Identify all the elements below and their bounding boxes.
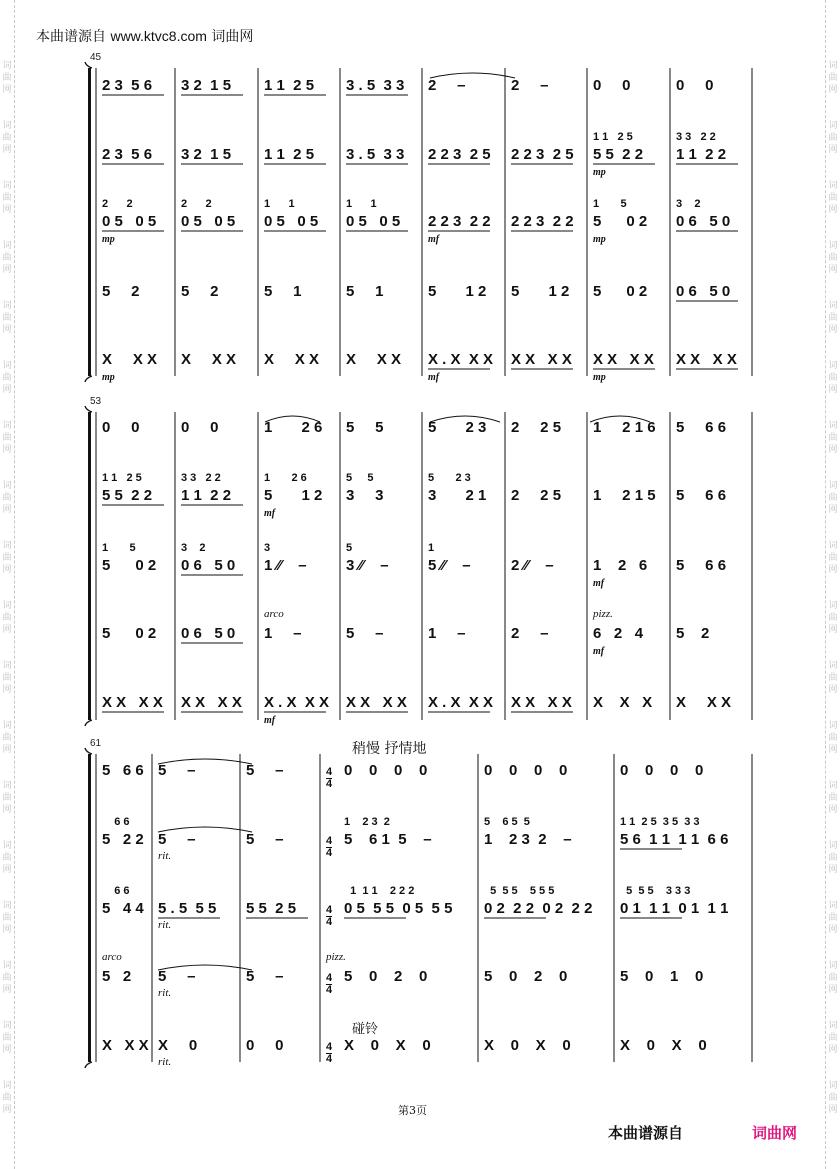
watermark-glyph: 曲 (2, 72, 12, 82)
performance-mark: mf (264, 508, 276, 519)
performance-mark: mp (593, 167, 606, 178)
watermark-glyph: 曲 (828, 192, 838, 202)
watermark-glyph: 网 (828, 564, 838, 574)
harmony-note-group: 1 2 3 2 (344, 816, 390, 828)
performance-mark: rit. (158, 850, 172, 862)
footer-source-label: 本曲谱源自 (608, 1124, 684, 1142)
note-group: 5 – (346, 625, 384, 642)
watermark-glyph: 词 (828, 720, 838, 730)
watermark-glyph: 曲 (2, 252, 12, 262)
note-group: 0 5 0 5 (181, 213, 236, 230)
note-group: 5 – (246, 831, 284, 848)
watermark-glyph: 词 (2, 120, 12, 130)
measure-number: 45 (90, 52, 102, 63)
note-group: 5 1 (346, 283, 384, 300)
watermark-glyph: 网 (2, 804, 12, 814)
system-bracket (88, 754, 91, 1062)
note-group: 0 0 (676, 77, 714, 94)
note-group: 5 6 1 5 – (344, 831, 432, 848)
time-signature-numerator: 4 (326, 1041, 333, 1053)
system-bracket-hooks (85, 406, 92, 726)
note-group: 5 0 2 (102, 557, 157, 574)
harmony-note-group: 3 (264, 542, 271, 554)
note-group: 0 0 (593, 77, 631, 94)
note-group: 3 2 1 5 (181, 146, 232, 163)
watermark-glyph: 曲 (2, 1092, 12, 1102)
time-signature-denominator: 4 (326, 778, 333, 790)
watermark-glyph: 网 (2, 924, 12, 934)
note-group: 0 5 0 5 (102, 213, 157, 230)
watermark-glyph: 曲 (2, 552, 12, 562)
note-group: X 0 X 0 (484, 1037, 571, 1054)
watermark-glyph: 网 (828, 324, 838, 334)
note-group: 2 – (428, 77, 466, 94)
watermark-glyph: 网 (828, 864, 838, 874)
watermark-glyph: 词 (2, 60, 12, 70)
watermark-glyph: 曲 (828, 672, 838, 682)
note-group: 5 6 6 (676, 419, 727, 436)
note-group: 5 5 2 2 (593, 146, 644, 163)
note-group: 5 6 1 1 1 1 6 6 (620, 831, 729, 848)
watermark-glyph: 曲 (2, 792, 12, 802)
harmony-note-group: 5 5 5 5 5 5 (484, 885, 555, 897)
note-group: 1 – (428, 625, 466, 642)
time-signature (326, 905, 332, 928)
time-signature-numerator: 4 (326, 972, 333, 984)
performance-mark: mf (428, 372, 440, 383)
note-group: 5 5 (346, 419, 384, 436)
note-group: 5 2 3 (428, 419, 487, 436)
watermark-glyph: 词 (828, 60, 838, 70)
watermark-glyph: 曲 (2, 972, 12, 982)
page-number: 第3页 (398, 1104, 427, 1117)
harmony-note-group: 1 2 6 (264, 472, 307, 484)
watermark-glyph: 曲 (2, 612, 12, 622)
right-watermark-strip (825, 0, 840, 1169)
note-group: 5 – (158, 968, 196, 985)
watermark-glyph: 网 (2, 624, 12, 634)
watermark-glyph: 网 (828, 144, 838, 154)
watermark-glyph: 网 (2, 84, 12, 94)
watermark-glyph: 曲 (2, 492, 12, 502)
note-group: 0 1 1 1 0 1 1 1 (620, 900, 729, 917)
watermark-glyph: 网 (828, 1104, 838, 1114)
note-group: X X X X (511, 694, 572, 711)
watermark-glyph: 词 (828, 420, 838, 430)
header-prefix: 本曲谱源自 (36, 29, 106, 45)
performance-mark: rit. (158, 987, 172, 999)
measure-number: 61 (90, 738, 102, 749)
note-group: 5 2 (102, 968, 132, 985)
note-group: 3 ⁄⁄ – (346, 557, 389, 574)
watermark-glyph: 词 (2, 600, 12, 610)
watermark-glyph: 曲 (2, 192, 12, 202)
watermark-glyph: 词 (828, 900, 838, 910)
time-signature-numerator: 4 (326, 766, 333, 778)
time-signature-denominator: 4 (326, 847, 333, 859)
watermark-glyph: 网 (2, 744, 12, 754)
harmony-note-group: 6 6 (102, 885, 130, 897)
watermark-glyph: 曲 (828, 252, 838, 262)
watermark-glyph: 词 (2, 180, 12, 190)
watermark-glyph: 网 (828, 204, 838, 214)
note-group: X X X X (346, 694, 407, 711)
performance-mark: mf (593, 578, 605, 589)
watermark-glyph: 网 (2, 984, 12, 994)
watermark-glyph: 曲 (2, 1032, 12, 1042)
note-group: 1 1 2 5 (264, 77, 315, 94)
note-group: 5 0 2 (102, 625, 157, 642)
watermark-glyph: 词 (2, 240, 12, 250)
tempo-marking: 稍慢 抒情地 (352, 741, 427, 757)
note-group: 2 2 5 (511, 487, 562, 504)
harmony-note-group: 1 5 (593, 198, 627, 210)
watermark-glyph: 曲 (2, 432, 12, 442)
note-group: 0 0 0 0 (344, 762, 428, 779)
watermark-glyph: 词 (2, 1020, 12, 1030)
watermark-glyph: 网 (2, 864, 12, 874)
watermark-glyph: 词 (828, 540, 838, 550)
note-group: 5 – (246, 762, 284, 779)
instrument-label: 碰铃 (352, 1022, 379, 1037)
watermark-glyph: 词 (828, 600, 838, 610)
watermark-glyph: 曲 (828, 72, 838, 82)
performance-mark: pizz. (326, 951, 346, 963)
note-group: 5 2 2 (102, 831, 144, 848)
time-signature (326, 767, 332, 790)
performance-mark: rit. (158, 919, 172, 931)
watermark-glyph: 网 (2, 684, 12, 694)
note-group: 5 0 2 0 (344, 968, 428, 985)
watermark-glyph: 网 (2, 564, 12, 574)
watermark-glyph: 词 (2, 480, 12, 490)
watermark-glyph: 网 (2, 204, 12, 214)
note-group: 3 . 5 3 3 (346, 146, 405, 163)
harmony-note-group: 6 6 (102, 816, 130, 828)
watermark-glyph: 网 (828, 84, 838, 94)
time-signature (326, 836, 332, 859)
note-group: 0 0 (181, 419, 219, 436)
note-group: 5 – (158, 762, 196, 779)
note-group: 0 2 2 2 0 2 2 2 (484, 900, 593, 917)
performance-mark: mf (428, 234, 440, 245)
harmony-note-group: 5 5 (346, 472, 374, 484)
footer-brand-link[interactable]: 词曲网 (752, 1124, 798, 1142)
note-group: 5 1 2 (511, 283, 570, 300)
watermark-glyph: 曲 (828, 312, 838, 322)
watermark-glyph: 网 (828, 744, 838, 754)
watermark-glyph: 词 (828, 360, 838, 370)
harmony-note-group: 2 2 (102, 198, 133, 210)
note-group: X 0 X 0 (620, 1037, 707, 1054)
watermark-glyph: 网 (828, 384, 838, 394)
watermark-glyph: 词 (828, 960, 838, 970)
performance-mark: pizz. (593, 608, 613, 620)
note-group: 5 1 2 (428, 283, 487, 300)
performance-mark: arco (102, 951, 122, 963)
watermark-glyph: 曲 (828, 612, 838, 622)
note-group: 0 5 5 5 0 5 5 5 (344, 900, 453, 917)
note-group: 2 2 3 2 5 (428, 146, 491, 163)
watermark-glyph: 曲 (2, 852, 12, 862)
watermark-glyph: 词 (2, 720, 12, 730)
harmony-note-group: 3 3 2 2 (181, 472, 221, 484)
performance-mark: mp (102, 372, 115, 383)
note-group: 2 ⁄⁄ – (511, 557, 554, 574)
harmony-note-group: 3 2 (676, 198, 701, 210)
watermark-glyph: 词 (828, 480, 838, 490)
note-group: 1 1 2 5 (264, 146, 315, 163)
watermark-glyph: 曲 (2, 132, 12, 142)
left-watermark-strip (0, 0, 15, 1169)
watermark-glyph: 曲 (2, 672, 12, 682)
note-group: 5 6 6 (676, 487, 727, 504)
note-group: 5 ⁄⁄ – (428, 557, 471, 574)
watermark-glyph: 曲 (828, 1032, 838, 1042)
note-group: 2 2 3 2 2 (511, 213, 574, 230)
watermark-glyph: 网 (2, 504, 12, 514)
harmony-note-group: 5 5 5 3 3 3 (620, 885, 691, 897)
harmony-note-group: 1 1 2 5 (593, 131, 633, 143)
note-group: 1 2 1 5 (593, 487, 656, 504)
note-group: 1 2 1 6 (593, 419, 656, 436)
note-group: 3 2 1 5 (181, 77, 232, 94)
note-group: X X X (676, 694, 732, 711)
note-group: 5 0 2 (593, 283, 648, 300)
watermark-glyph: 曲 (2, 312, 12, 322)
time-signature-denominator: 4 (326, 984, 333, 996)
harmony-note-group: 5 2 3 (428, 472, 471, 484)
note-group: 2 2 3 2 5 (511, 146, 574, 163)
harmony-note-group: 1 1 2 5 (102, 472, 142, 484)
note-group: X X X (264, 351, 320, 368)
harmony-note-group: 1 1 2 5 3 5 3 3 (620, 816, 700, 828)
time-signature-denominator: 4 (326, 916, 333, 928)
watermark-glyph: 词 (2, 900, 12, 910)
note-group: 0 5 0 5 (346, 213, 401, 230)
watermark-glyph: 词 (828, 840, 838, 850)
page-header (36, 26, 253, 46)
note-group: 5 2 (676, 625, 710, 642)
watermark-glyph: 网 (2, 444, 12, 454)
watermark-glyph: 曲 (828, 732, 838, 742)
note-group: X X X (181, 351, 237, 368)
watermark-glyph: 曲 (828, 492, 838, 502)
note-group: 5 0 2 0 (484, 968, 568, 985)
watermark-glyph: 词 (828, 1020, 838, 1030)
note-group: 0 0 0 0 (620, 762, 704, 779)
watermark-glyph: 词 (2, 360, 12, 370)
watermark-glyph: 曲 (828, 372, 838, 382)
note-group: X X X (102, 1037, 149, 1054)
harmony-note-group: 2 2 (181, 198, 212, 210)
performance-mark: mp (102, 234, 115, 245)
performance-mark: mf (264, 715, 276, 726)
note-group: 2 3 5 6 (102, 146, 153, 163)
performance-mark: mp (593, 372, 606, 383)
note-group: 0 6 5 0 (676, 213, 731, 230)
watermark-glyph: 词 (828, 240, 838, 250)
note-group: X X X (346, 351, 402, 368)
time-signature-numerator: 4 (326, 835, 333, 847)
watermark-glyph: 网 (828, 444, 838, 454)
watermark-glyph: 词 (2, 540, 12, 550)
watermark-glyph: 曲 (828, 972, 838, 982)
note-group: 0 6 5 0 (181, 625, 236, 642)
watermark-glyph: 词 (2, 780, 12, 790)
watermark-glyph: 曲 (2, 732, 12, 742)
system-bracket-hooks (85, 62, 92, 382)
time-signature-numerator: 4 (326, 904, 333, 916)
note-group: 3 2 1 (428, 487, 487, 504)
watermark-glyph: 词 (2, 660, 12, 670)
note-group: X X X X (181, 694, 242, 711)
watermark-glyph: 网 (2, 144, 12, 154)
watermark-glyph: 词 (828, 180, 838, 190)
header-site-link[interactable]: www.ktvc8.com (110, 28, 207, 44)
watermark-glyph: 词 (2, 840, 12, 850)
performance-mark: mf (593, 646, 605, 657)
watermark-glyph: 曲 (828, 912, 838, 922)
watermark-glyph: 词 (828, 120, 838, 130)
system-bracket (88, 412, 91, 720)
watermark-glyph: 网 (2, 384, 12, 394)
watermark-glyph: 曲 (828, 852, 838, 862)
note-group: 5 6 6 (102, 762, 144, 779)
note-group: X . X X X (264, 694, 330, 711)
note-group: 2 3 5 6 (102, 77, 153, 94)
watermark-glyph: 网 (2, 324, 12, 334)
watermark-glyph: 词 (2, 420, 12, 430)
note-group: 0 6 5 0 (181, 557, 236, 574)
note-group: 6 2 4 (593, 625, 644, 642)
watermark-glyph: 曲 (828, 1092, 838, 1102)
note-group: 5 6 6 (676, 557, 727, 574)
watermark-glyph: 词 (2, 960, 12, 970)
note-group: 0 0 0 0 (484, 762, 568, 779)
time-signature-denominator: 4 (326, 1053, 333, 1065)
note-group: X X X X (593, 351, 654, 368)
watermark-glyph: 曲 (828, 132, 838, 142)
note-group: X X X (593, 694, 653, 711)
note-group: 5 5 2 2 (102, 487, 153, 504)
note-group: 5 1 (264, 283, 302, 300)
watermark-glyph: 曲 (828, 552, 838, 562)
system-bracket-hooks (85, 748, 92, 1068)
harmony-note-group: 3 2 (181, 542, 206, 554)
harmony-note-group: 1 1 (346, 198, 377, 210)
note-group: 1 2 3 2 – (484, 831, 572, 848)
note-group: 0 0 (102, 419, 140, 436)
harmony-note-group: 1 (428, 542, 435, 554)
performance-mark: mp (593, 234, 606, 245)
watermark-glyph: 词 (2, 300, 12, 310)
performance-mark: arco (264, 608, 284, 620)
watermark-glyph: 词 (828, 1080, 838, 1090)
watermark-glyph: 曲 (2, 372, 12, 382)
note-group: 0 0 (246, 1037, 284, 1054)
watermark-glyph: 网 (2, 264, 12, 274)
watermark-glyph: 网 (828, 624, 838, 634)
measure-number: 53 (90, 396, 102, 407)
watermark-glyph: 网 (828, 984, 838, 994)
note-group: 5 1 2 (264, 487, 323, 504)
note-group: 2 2 3 2 2 (428, 213, 491, 230)
note-group: 1 ⁄⁄ – (264, 557, 307, 574)
harmony-note-group: 5 (346, 542, 353, 554)
watermark-glyph: 网 (828, 804, 838, 814)
note-group: X X X (102, 351, 158, 368)
note-group: 1 2 6 (264, 419, 323, 436)
note-group: 0 6 5 0 (676, 283, 731, 300)
watermark-glyph: 词 (828, 780, 838, 790)
note-group: 1 1 2 2 (181, 487, 232, 504)
harmony-note-group: 5 6 5 5 (484, 816, 530, 828)
note-group: 2 – (511, 625, 549, 642)
note-group: 5 – (246, 968, 284, 985)
watermark-glyph: 词 (2, 1080, 12, 1090)
note-group: X . X X X (428, 351, 494, 368)
note-group: X 0 (158, 1037, 198, 1054)
note-group: 5 5 2 5 (246, 900, 297, 917)
watermark-glyph: 网 (2, 1044, 12, 1054)
note-group: X . X X X (428, 694, 494, 711)
note-group: 5 2 (181, 283, 219, 300)
watermark-glyph: 曲 (828, 432, 838, 442)
note-group: 0 5 0 5 (264, 213, 319, 230)
note-group: 1 2 6 (593, 557, 648, 574)
note-group: 5 0 1 0 (620, 968, 704, 985)
note-group: 5 4 4 (102, 900, 144, 917)
note-group: 2 2 5 (511, 419, 562, 436)
note-group: X 0 X 0 (344, 1037, 431, 1054)
time-signature (326, 973, 332, 996)
watermark-glyph: 曲 (828, 792, 838, 802)
harmony-note-group: 1 1 (264, 198, 295, 210)
note-group: 1 – (264, 625, 302, 642)
watermark-glyph: 网 (828, 264, 838, 274)
watermark-glyph: 曲 (2, 912, 12, 922)
watermark-glyph: 网 (828, 924, 838, 934)
note-group: 5 0 2 (593, 213, 648, 230)
note-group: 3 . 5 3 3 (346, 77, 405, 94)
performance-mark: rit. (158, 1056, 172, 1068)
harmony-note-group: 1 5 (102, 542, 136, 554)
watermark-glyph: 网 (828, 684, 838, 694)
note-group: 1 1 2 2 (676, 146, 727, 163)
time-signature (326, 1042, 332, 1065)
watermark-glyph: 词 (828, 660, 838, 670)
harmony-note-group: 1 1 1 2 2 2 (344, 885, 415, 897)
watermark-glyph: 网 (828, 504, 838, 514)
note-group: X X X X (511, 351, 572, 368)
note-group: 5 . 5 5 5 (158, 900, 217, 917)
note-group: 5 2 (102, 283, 140, 300)
harmony-note-group: 3 3 2 2 (676, 131, 716, 143)
note-group: X X X X (102, 694, 163, 711)
note-group: X X X X (676, 351, 737, 368)
watermark-glyph: 网 (2, 1104, 12, 1114)
note-group: 5 – (158, 831, 196, 848)
note-group: 3 3 (346, 487, 384, 504)
note-group: 2 – (511, 77, 549, 94)
system-bracket (88, 68, 91, 376)
header-suffix: 词曲网 (211, 29, 254, 45)
watermark-glyph: 词 (828, 300, 838, 310)
watermark-glyph: 网 (828, 1044, 838, 1054)
